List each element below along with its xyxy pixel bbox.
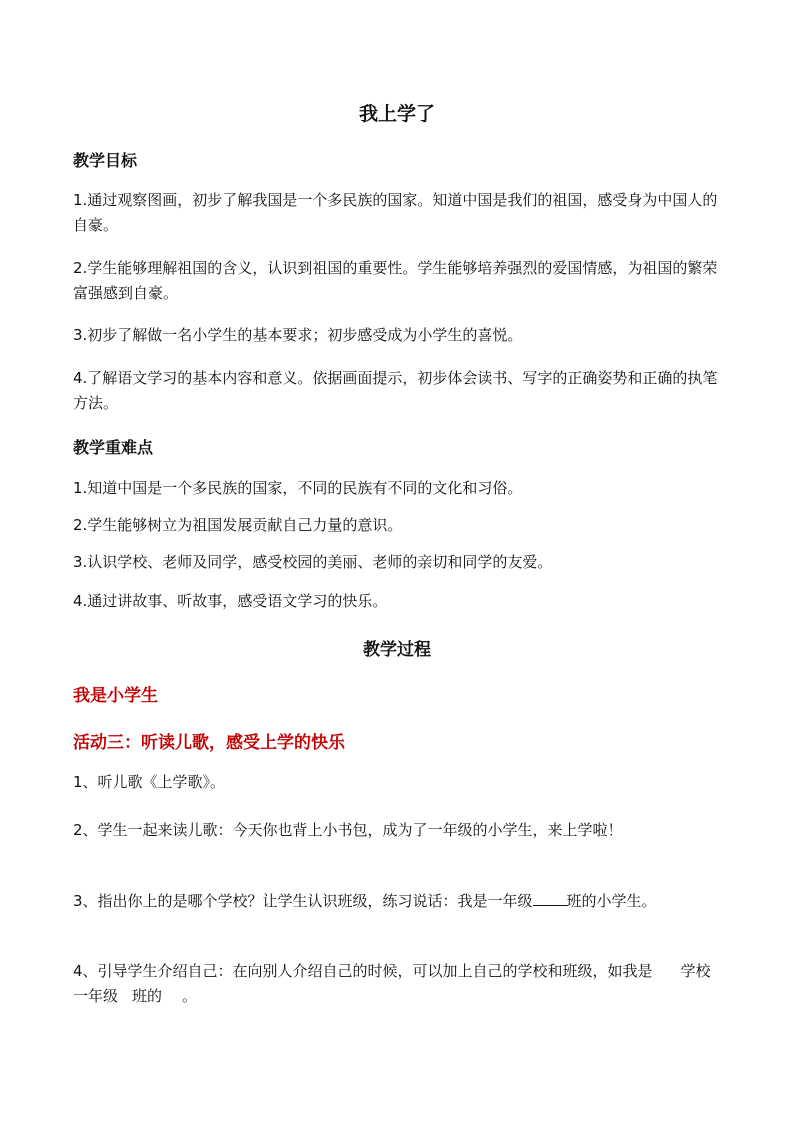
step-4-text-a: 4、引导学生介绍自己：在向别人介绍自己的时候，可以加上自己的学校和班级，如我是 <box>73 962 653 980</box>
goal-item-2: 2.学生能够理解祖国的含义，认识到祖国的重要性。学生能够培养强烈的爱国情感，为祖国的繁荣富强感到自豪。 <box>73 259 718 302</box>
step-4-text-c: 班的 <box>132 987 163 1005</box>
key-point-item-1: 1.知道中国是一个多民族的国家，不同的民族有不同的文化和习俗。 <box>73 479 523 497</box>
step-4-text-d: 。 <box>182 987 198 1005</box>
goal-item-4: 4.了解语文学习的基本内容和意义。依据画面提示，初步体会读书、写字的正确姿势和正确的执笔方法。 <box>73 369 718 412</box>
fill-blank <box>533 905 567 906</box>
step-3-text-b: 班的小学生。 <box>566 892 657 910</box>
step-3-text-a: 3、指出你上的是哪个学校？让学生认识班级，练习说话：我是一年级 <box>73 892 533 910</box>
activity-title: 活动三：听读儿歌，感受上学的快乐 <box>73 733 345 753</box>
step-3 <box>73 889 723 914</box>
step-4 <box>73 959 723 1009</box>
section-title: 我是小学生 <box>73 686 158 706</box>
document-title: 我上学了 <box>358 103 435 125</box>
goal-item-1: 1.通过观察图画，初步了解我国是一个多民族的国家。知道中国是我们的祖国，感受身为中国人的自豪。 <box>73 191 718 234</box>
step-1: 1、听儿歌《上学歌》。 <box>73 773 226 791</box>
key-point-item-4: 4.通过讲故事、听故事，感受语文学习的快乐。 <box>73 592 388 610</box>
key-points-heading: 教学重难点 <box>73 438 154 457</box>
goal-item-3: 3.初步了解做一名小学生的基本要求；初步感受成为小学生的喜悦。 <box>73 326 523 344</box>
step-4-text-b: 学校一年级 <box>73 962 711 1005</box>
step-2: 2、学生一起来读儿歌：今天你也背上小书包，成为了一年级的小学生，来上学啦！ <box>73 821 623 839</box>
key-point-item-2: 2.学生能够树立为祖国发展贡献自己力量的意识。 <box>73 516 403 534</box>
key-point-item-3: 3.认识学校、老师及同学，感受校园的美丽、老师的亲切和同学的友爱。 <box>73 553 553 571</box>
goals-heading: 教学目标 <box>73 151 138 170</box>
process-heading: 教学过程 <box>363 640 431 660</box>
